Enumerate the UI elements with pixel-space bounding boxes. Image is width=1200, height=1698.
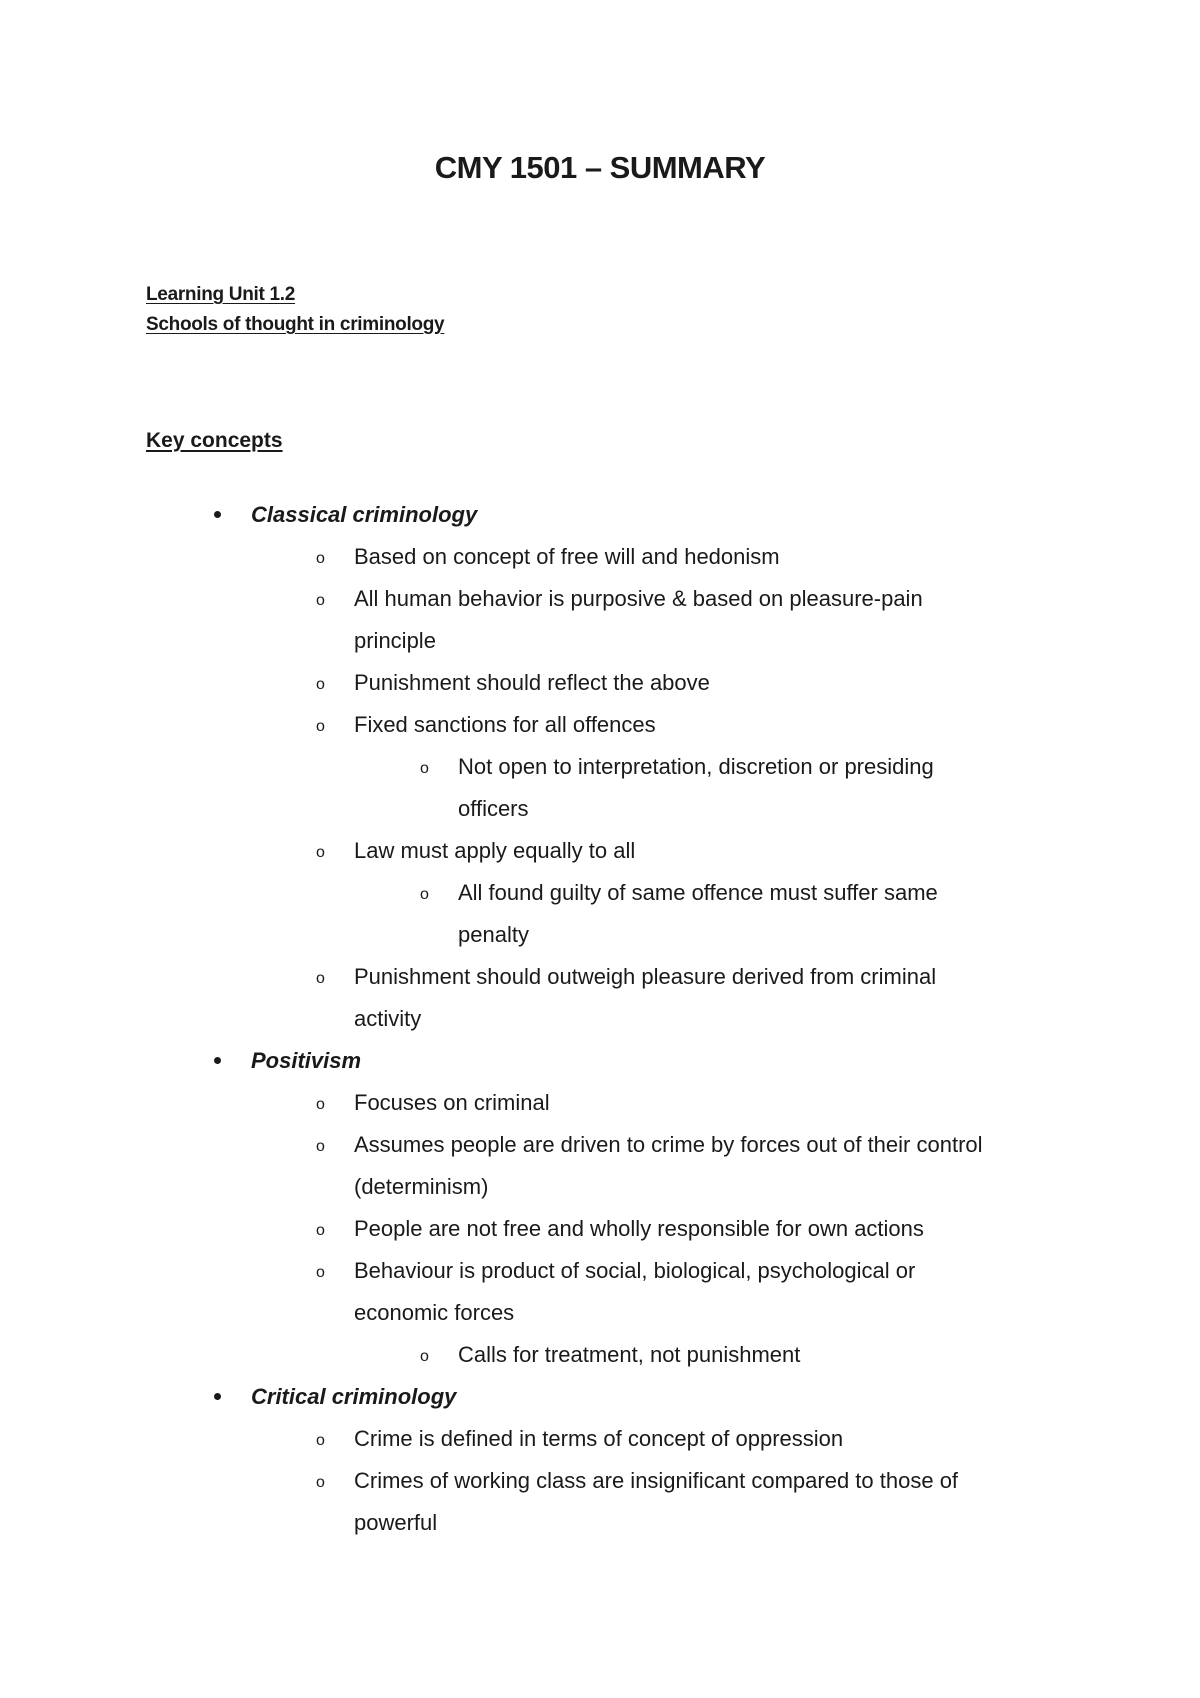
learning-unit-number: Learning Unit 1.2 xyxy=(146,284,296,305)
bullet-circle-icon: o xyxy=(316,1138,325,1155)
outline-item-critical xyxy=(0,1376,1200,1418)
outline-text: Behaviour is product of social, biological, psychological or xyxy=(354,1258,916,1283)
bullet-circle-icon: o xyxy=(316,1096,325,1113)
bullet-circle-icon: o xyxy=(316,592,325,609)
outline-subitem xyxy=(0,662,1200,704)
outline-continuation xyxy=(0,620,1200,662)
bullet-disc-icon xyxy=(214,1393,221,1400)
bullet-circle-icon: o xyxy=(420,760,429,777)
outline-text: People are not free and wholly responsible for own actions xyxy=(354,1216,924,1241)
outline-continuation xyxy=(0,1502,1200,1544)
outline-heading: Positivism xyxy=(251,1048,362,1073)
outline-text: Crimes of working class are insignificant compared to those of xyxy=(354,1468,959,1493)
outline-continuation xyxy=(0,1166,1200,1208)
bullet-circle-icon: o xyxy=(316,1474,325,1491)
outline-text: (determinism) xyxy=(354,1174,489,1199)
outline-continuation xyxy=(0,788,1200,830)
outline-subitem xyxy=(0,1082,1200,1124)
bullet-circle-icon: o xyxy=(316,1222,325,1239)
outline-heading: Critical criminology xyxy=(251,1384,457,1409)
outline-text: Punishment should reflect the above xyxy=(354,670,710,695)
outline-subitem xyxy=(0,1418,1200,1460)
outline-text: Punishment should outweigh pleasure derived from criminal xyxy=(354,964,937,989)
outline-text: Focuses on criminal xyxy=(354,1090,550,1115)
outline-subitem xyxy=(0,1460,1200,1502)
bullet-circle-icon: o xyxy=(420,1348,429,1365)
outline-subitem xyxy=(0,704,1200,746)
outline-heading: Classical criminology xyxy=(251,502,478,527)
outline-subitem xyxy=(0,578,1200,620)
outline-text: Assumes people are driven to crime by forces out of their control xyxy=(354,1132,983,1157)
bullet-circle-icon: o xyxy=(316,844,325,861)
bullet-circle-icon: o xyxy=(316,1432,325,1449)
outline-text: principle xyxy=(354,628,436,653)
outline-subitem xyxy=(0,830,1200,872)
learning-unit-subtitle: Schools of thought in criminology xyxy=(146,314,445,335)
learning-unit-header xyxy=(146,280,444,340)
outline-subsubitem xyxy=(0,872,1200,914)
outline-text: Not open to interpretation, discretion or presiding xyxy=(458,754,934,779)
bullet-circle-icon: o xyxy=(316,718,325,735)
bullet-disc-icon xyxy=(214,511,221,518)
outline-subitem xyxy=(0,536,1200,578)
outline-text: Calls for treatment, not punishment xyxy=(458,1342,801,1367)
outline-text: economic forces xyxy=(354,1300,515,1325)
outline-continuation xyxy=(0,1292,1200,1334)
bullet-disc-icon xyxy=(214,1057,221,1064)
outline-subsubitem xyxy=(0,746,1200,788)
outline-text: officers xyxy=(458,796,529,821)
bullet-circle-icon: o xyxy=(316,1264,325,1281)
outline-item-classical xyxy=(0,494,1200,536)
bullet-circle-icon: o xyxy=(420,886,429,903)
outline-subitem xyxy=(0,956,1200,998)
outline-subitem xyxy=(0,1208,1200,1250)
outline-text: penalty xyxy=(458,922,529,947)
outline-subitem xyxy=(0,1250,1200,1292)
outline-text: activity xyxy=(354,1006,422,1031)
outline-text: powerful xyxy=(354,1510,438,1535)
outline-text: Law must apply equally to all xyxy=(354,838,636,863)
section-heading-key-concepts: Key concepts xyxy=(146,429,283,452)
outline-item-positivism xyxy=(0,1040,1200,1082)
outline-text: Fixed sanctions for all offences xyxy=(354,712,656,737)
bullet-circle-icon: o xyxy=(316,970,325,987)
outline-continuation xyxy=(0,998,1200,1040)
key-concepts-outline xyxy=(0,494,1200,1544)
outline-text: Based on concept of free will and hedonism xyxy=(354,544,780,569)
bullet-circle-icon: o xyxy=(316,550,325,567)
outline-subsubitem xyxy=(0,1334,1200,1376)
outline-text: All found guilty of same offence must suffer same xyxy=(458,880,938,905)
outline-text: All human behavior is purposive & based on pleasure-pain xyxy=(354,586,923,611)
outline-subitem xyxy=(0,1124,1200,1166)
outline-text: Crime is defined in terms of concept of oppression xyxy=(354,1426,844,1451)
bullet-circle-icon: o xyxy=(316,676,325,693)
outline-continuation xyxy=(0,914,1200,956)
document-title: CMY 1501 – SUMMARY xyxy=(434,150,766,185)
